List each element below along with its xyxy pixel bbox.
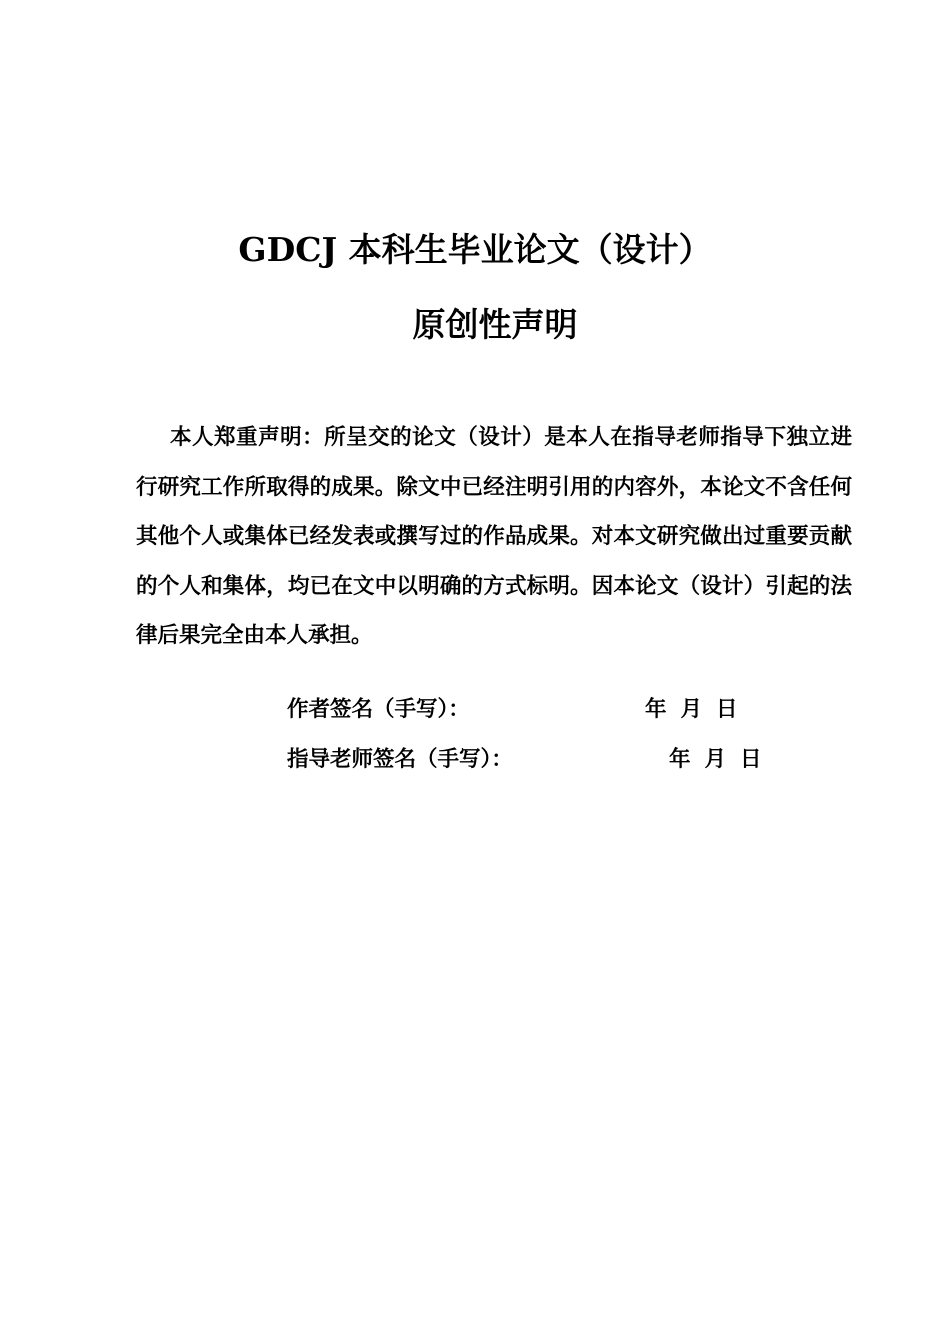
advisor-signature-date xyxy=(669,745,762,775)
author-signature-row xyxy=(287,695,738,725)
date-year-label: 年 xyxy=(669,747,691,772)
title-cjk: 本科生毕业论文（设计） xyxy=(348,230,712,269)
advisor-signature-label: 指导老师签名（手写）： xyxy=(287,747,513,772)
author-signature-date xyxy=(645,695,738,725)
document-title xyxy=(0,230,950,270)
declaration-text: 本人郑重声明：所呈交的论文（设计）是本人在指导老师指导下独立进行研究工作所取得的成果。除文中已经注明引用的内容外，本论文不含任何其他个人或集体已经发表或撰写过的作品成果。对本文研究做出过重要贡献的个人和集体，均已在文中以明确的方式标明。因本论文（设计）引起的法律后果完全由本人承担。 xyxy=(136,425,852,648)
document-subtitle: 原创性声明 xyxy=(412,305,578,344)
date-month-label: 月 xyxy=(704,747,727,772)
date-day-label: 日 xyxy=(716,697,738,722)
title-latin: GDCJ xyxy=(238,230,338,269)
date-day-label: 日 xyxy=(740,747,762,772)
date-month-label: 月 xyxy=(680,697,703,722)
date-year-label: 年 xyxy=(645,697,667,722)
author-signature-label: 作者签名（手写）： xyxy=(287,697,470,722)
advisor-signature-row xyxy=(287,745,762,775)
